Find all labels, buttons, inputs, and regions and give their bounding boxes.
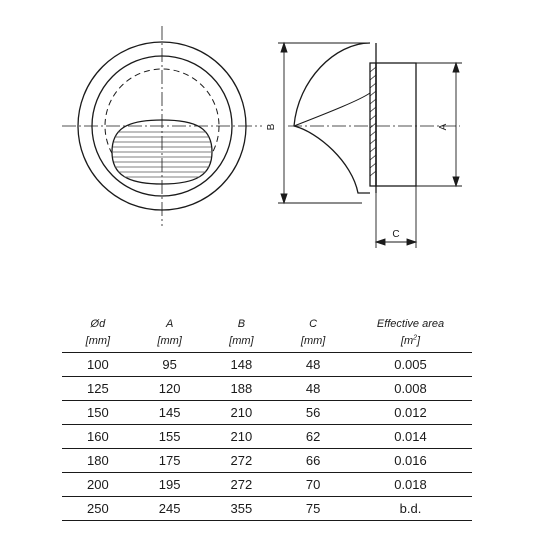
dimension-b — [278, 43, 370, 203]
table-row — [62, 473, 472, 497]
table-row — [62, 353, 472, 377]
front-view — [62, 26, 262, 226]
col-header-b: B — [237, 318, 246, 330]
table-row — [62, 449, 472, 473]
col-unit-c: [mm] — [277, 333, 349, 353]
table-header-units — [62, 333, 472, 353]
table-header-names — [62, 314, 472, 333]
cell-diameter: 180 — [62, 449, 134, 473]
cell-effective-area: 0.016 — [349, 449, 472, 473]
cell-effective-area: b.d. — [349, 497, 472, 521]
cell-a: 245 — [134, 497, 206, 521]
cell-effective-area: 0.018 — [349, 473, 472, 497]
cell-b: 272 — [206, 473, 278, 497]
dim-label-a: A — [438, 123, 449, 131]
table-body — [62, 353, 472, 521]
cell-c: 75 — [277, 497, 349, 521]
table-row — [62, 401, 472, 425]
cell-effective-area: 0.005 — [349, 353, 472, 377]
cell-c: 62 — [277, 425, 349, 449]
cell-diameter: 250 — [62, 497, 134, 521]
dimensions-table — [62, 314, 472, 521]
cell-c: 56 — [277, 401, 349, 425]
cell-effective-area: 0.012 — [349, 401, 472, 425]
dim-label-c: C — [392, 229, 400, 240]
hood-inner — [294, 93, 370, 126]
cell-a: 145 — [134, 401, 206, 425]
table-row — [62, 497, 472, 521]
cell-a: 175 — [134, 449, 206, 473]
cell-a: 95 — [134, 353, 206, 377]
col-header-effective-area: Effective area — [376, 318, 445, 330]
cell-diameter: 125 — [62, 377, 134, 401]
cell-diameter: 100 — [62, 353, 134, 377]
cell-a: 195 — [134, 473, 206, 497]
cell-b: 210 — [206, 425, 278, 449]
flange-hatching — [370, 67, 376, 176]
duct-spigot — [376, 63, 416, 186]
table-row — [62, 377, 472, 401]
cell-effective-area: 0.008 — [349, 377, 472, 401]
cell-a: 155 — [134, 425, 206, 449]
cell-a: 120 — [134, 377, 206, 401]
hood-outer — [294, 43, 370, 193]
col-unit-diameter: [mm] — [62, 333, 134, 353]
col-unit-b: [mm] — [206, 333, 278, 353]
col-unit-effective-area: $[m^2]$ — [349, 333, 472, 353]
cell-b: 188 — [206, 377, 278, 401]
col-header-a: A — [165, 318, 174, 330]
cell-b: 148 — [206, 353, 278, 377]
dim-label-b: B — [266, 123, 277, 131]
front-grille — [112, 120, 212, 184]
cell-c: 70 — [277, 473, 349, 497]
col-header-c: C — [309, 318, 318, 330]
cell-c: 48 — [277, 353, 349, 377]
table-row — [62, 425, 472, 449]
cell-b: 272 — [206, 449, 278, 473]
cell-b: 355 — [206, 497, 278, 521]
cell-c: 66 — [277, 449, 349, 473]
cell-b: 210 — [206, 401, 278, 425]
side-view — [278, 43, 462, 248]
cell-diameter: 150 — [62, 401, 134, 425]
cell-effective-area: 0.014 — [349, 425, 472, 449]
col-unit-a: [mm] — [134, 333, 206, 353]
cell-c: 48 — [277, 377, 349, 401]
cell-diameter: 200 — [62, 473, 134, 497]
col-header-diameter: Ød — [90, 318, 106, 330]
cell-diameter: 160 — [62, 425, 134, 449]
